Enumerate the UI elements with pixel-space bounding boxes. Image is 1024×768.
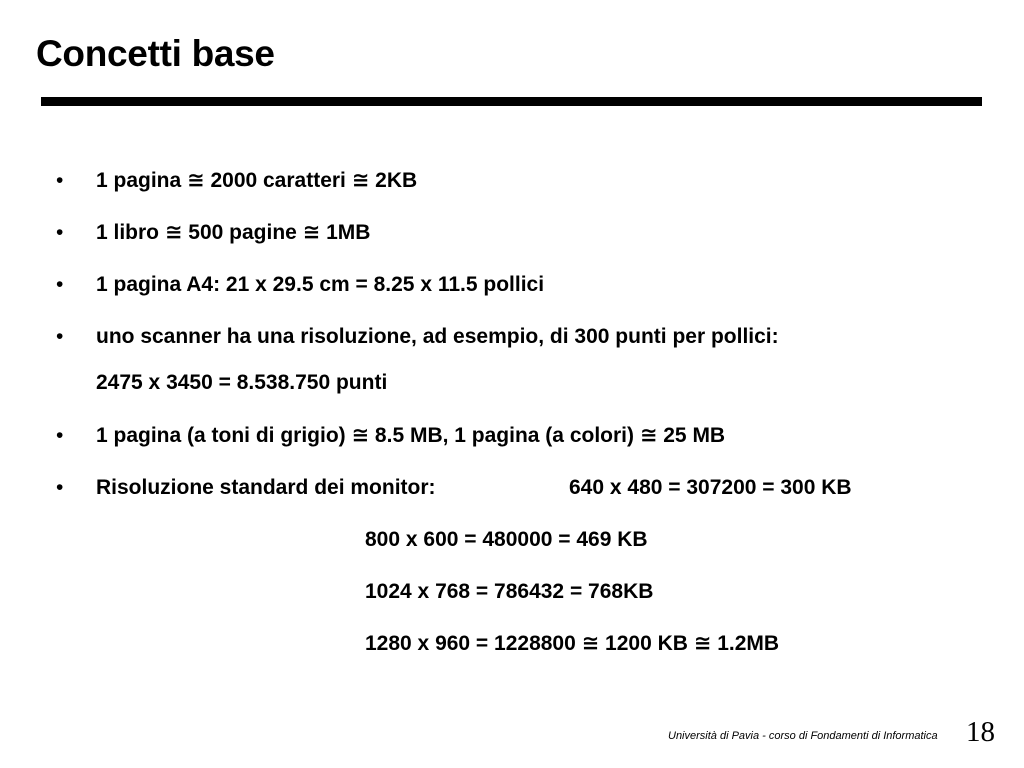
bullet-text: 1 pagina A4: 21 x 29.5 cm = 8.25 x 11.5 pollici bbox=[96, 273, 545, 296]
bullet-text: 1 pagina (a toni di grigio) ≅ 8.5 MB, 1 pagina (a colori) ≅ 25 MB bbox=[96, 424, 726, 447]
bullet-item bbox=[56, 424, 725, 448]
slide-title: Concetti base bbox=[36, 33, 275, 74]
resolution-line: 640 x 480 = 307200 = 300 KB bbox=[569, 476, 852, 499]
title-divider bbox=[41, 97, 982, 106]
bullet-icon: • bbox=[56, 273, 64, 296]
page-number: 18 bbox=[966, 716, 995, 748]
bullet-continuation: 2475 x 3450 = 8.538.750 punti bbox=[96, 371, 388, 394]
bullet-item bbox=[56, 325, 779, 349]
footer-text: Università di Pavia - corso di Fondamenti di Informatica bbox=[668, 730, 938, 742]
resolution-line: 1280 x 960 = 1228800 ≅ 1200 KB ≅ 1.2MB bbox=[365, 632, 780, 655]
resolution-line: 1024 x 768 = 786432 = 768KB bbox=[365, 580, 654, 603]
bullet-icon: • bbox=[56, 476, 64, 499]
bullet-item bbox=[56, 273, 544, 297]
bullet-item bbox=[56, 169, 417, 193]
bullet-text: 1 libro ≅ 500 pagine ≅ 1MB bbox=[96, 221, 371, 244]
bullet-item bbox=[56, 221, 370, 245]
bullet-icon: • bbox=[56, 424, 64, 447]
bullet-text: uno scanner ha una risoluzione, ad esempio, di 300 punti per pollici: bbox=[96, 325, 779, 348]
resolution-label: Risoluzione standard dei monitor: bbox=[96, 476, 436, 499]
bullet-icon: • bbox=[56, 169, 64, 192]
bullet-icon: • bbox=[56, 221, 64, 244]
bullet-item bbox=[56, 476, 852, 500]
bullet-icon: • bbox=[56, 325, 64, 348]
resolution-line: 800 x 600 = 480000 = 469 KB bbox=[365, 528, 648, 551]
bullet-text: 1 pagina ≅ 2000 caratteri ≅ 2KB bbox=[96, 169, 418, 192]
